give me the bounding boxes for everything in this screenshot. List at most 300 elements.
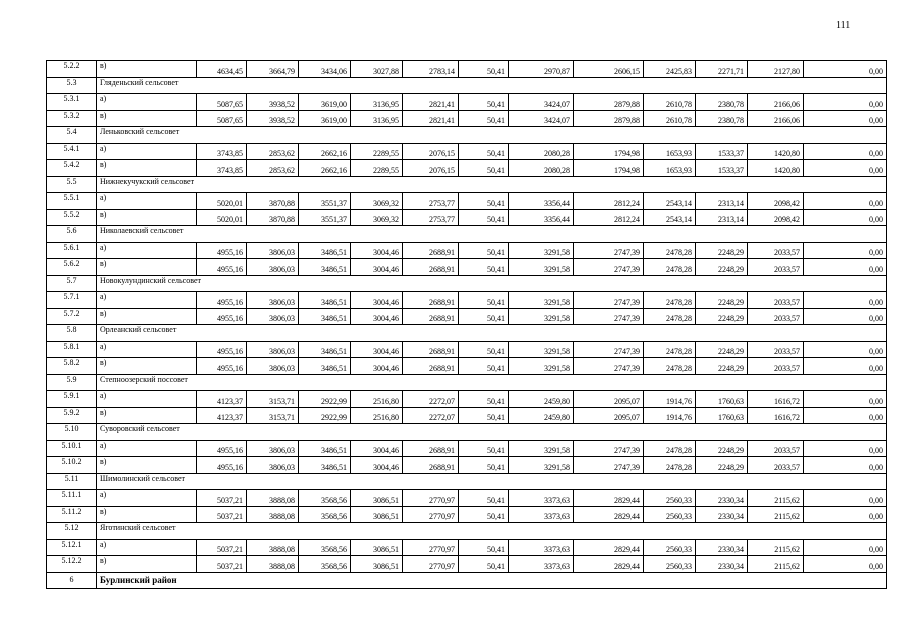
value-cell: 0,00 <box>804 556 887 573</box>
value-cell: 2380,78 <box>696 94 748 111</box>
table-row <box>47 61 887 78</box>
value-cell: 2747,39 <box>574 259 644 276</box>
row-number: 5.4.2 <box>47 160 97 177</box>
value-cell: 3136,95 <box>351 94 403 111</box>
value-cell: 2821,41 <box>403 110 459 127</box>
value-cell: 3743,85 <box>197 143 247 160</box>
value-cell: 5037,21 <box>197 539 247 556</box>
value-cell: 50,41 <box>459 506 509 523</box>
value-cell: 2033,57 <box>748 259 804 276</box>
value-cell: 2747,39 <box>574 457 644 474</box>
value-cell: 2076,15 <box>403 143 459 160</box>
value-cell: 3086,51 <box>351 490 403 507</box>
value-cell: 2747,39 <box>574 358 644 375</box>
value-cell: 3373,63 <box>509 506 574 523</box>
value-cell: 2770,97 <box>403 556 459 573</box>
value-cell: 50,41 <box>459 539 509 556</box>
value-cell: 1533,37 <box>696 160 748 177</box>
row-label: в) <box>97 209 197 226</box>
table-row <box>47 539 887 556</box>
table-row <box>47 143 887 160</box>
value-cell: 3888,08 <box>247 539 299 556</box>
value-cell: 2747,39 <box>574 242 644 259</box>
value-cell: 2688,91 <box>403 457 459 474</box>
value-cell: 1760,63 <box>696 391 748 408</box>
value-cell: 50,41 <box>459 94 509 111</box>
value-cell: 0,00 <box>804 539 887 556</box>
value-cell: 50,41 <box>459 193 509 210</box>
table-row <box>47 292 887 309</box>
value-cell: 0,00 <box>804 193 887 210</box>
value-cell: 50,41 <box>459 292 509 309</box>
section-row <box>47 127 887 144</box>
value-cell: 3568,56 <box>299 490 351 507</box>
value-cell: 3568,56 <box>299 556 351 573</box>
value-cell: 3486,51 <box>299 457 351 474</box>
value-cell: 2289,55 <box>351 143 403 160</box>
value-cell: 2688,91 <box>403 440 459 457</box>
value-cell: 2478,28 <box>644 341 696 358</box>
value-cell: 5037,21 <box>197 556 247 573</box>
section-title: Гляденьский сельсовет <box>97 77 887 94</box>
value-cell: 0,00 <box>804 308 887 325</box>
value-cell: 0,00 <box>804 94 887 111</box>
value-cell: 2662,16 <box>299 143 351 160</box>
value-cell: 2560,33 <box>644 539 696 556</box>
value-cell: 50,41 <box>459 556 509 573</box>
value-cell: 2459,80 <box>509 391 574 408</box>
value-cell: 2747,39 <box>574 341 644 358</box>
section-title: Яготинский сельсовет <box>97 523 887 540</box>
value-cell: 3027,88 <box>351 61 403 78</box>
value-cell: 2610,78 <box>644 110 696 127</box>
value-cell: 2330,34 <box>696 506 748 523</box>
table-body <box>47 61 887 589</box>
section-row <box>47 176 887 193</box>
value-cell: 3434,06 <box>299 61 351 78</box>
row-number: 5.5.2 <box>47 209 97 226</box>
value-cell: 5037,21 <box>197 506 247 523</box>
value-cell: 2166,06 <box>748 110 804 127</box>
value-cell: 2033,57 <box>748 242 804 259</box>
value-cell: 2821,41 <box>403 94 459 111</box>
row-label: в) <box>97 308 197 325</box>
row-number: 5.10.1 <box>47 440 97 457</box>
value-cell: 2248,29 <box>696 308 748 325</box>
value-cell: 2922,99 <box>299 391 351 408</box>
value-cell: 3004,46 <box>351 358 403 375</box>
value-cell: 1533,37 <box>696 143 748 160</box>
row-number: 5.6.2 <box>47 259 97 276</box>
value-cell: 3806,03 <box>247 308 299 325</box>
value-cell: 2853,62 <box>247 143 299 160</box>
value-cell: 2783,14 <box>403 61 459 78</box>
value-cell: 3888,08 <box>247 506 299 523</box>
value-cell: 2115,62 <box>748 539 804 556</box>
table-row <box>47 407 887 424</box>
table-row <box>47 506 887 523</box>
value-cell: 3291,58 <box>509 341 574 358</box>
value-cell: 3291,58 <box>509 440 574 457</box>
value-cell: 3486,51 <box>299 259 351 276</box>
row-number: 5.12.1 <box>47 539 97 556</box>
table-row <box>47 308 887 325</box>
value-cell: 3664,79 <box>247 61 299 78</box>
value-cell: 2560,33 <box>644 490 696 507</box>
section-row <box>47 424 887 441</box>
value-cell: 3870,88 <box>247 193 299 210</box>
row-number: 5.6.1 <box>47 242 97 259</box>
row-number: 5.11 <box>47 473 97 490</box>
value-cell: 50,41 <box>459 308 509 325</box>
value-cell: 2033,57 <box>748 457 804 474</box>
value-cell: 3004,46 <box>351 457 403 474</box>
table-row <box>47 457 887 474</box>
value-cell: 0,00 <box>804 160 887 177</box>
value-cell: 2812,24 <box>574 193 644 210</box>
value-cell: 3373,63 <box>509 490 574 507</box>
value-cell: 2033,57 <box>748 292 804 309</box>
value-cell: 3004,46 <box>351 308 403 325</box>
value-cell: 4634,45 <box>197 61 247 78</box>
value-cell: 2688,91 <box>403 292 459 309</box>
value-cell: 2610,78 <box>644 94 696 111</box>
value-cell: 2922,99 <box>299 407 351 424</box>
value-cell: 1420,80 <box>748 143 804 160</box>
value-cell: 2380,78 <box>696 110 748 127</box>
row-number: 5.8.2 <box>47 358 97 375</box>
value-cell: 50,41 <box>459 391 509 408</box>
value-cell: 2770,97 <box>403 490 459 507</box>
value-cell: 3291,58 <box>509 308 574 325</box>
value-cell: 3486,51 <box>299 292 351 309</box>
section-row <box>47 275 887 292</box>
section-row <box>47 226 887 243</box>
row-label: в) <box>97 160 197 177</box>
value-cell: 3568,56 <box>299 539 351 556</box>
section-title: Леньковский сельсовет <box>97 127 887 144</box>
table-row <box>47 341 887 358</box>
value-cell: 3424,07 <box>509 110 574 127</box>
value-cell: 0,00 <box>804 242 887 259</box>
table-row <box>47 110 887 127</box>
row-number: 5.3.2 <box>47 110 97 127</box>
value-cell: 1914,76 <box>644 407 696 424</box>
value-cell: 2829,44 <box>574 539 644 556</box>
value-cell: 2688,91 <box>403 308 459 325</box>
value-cell: 5087,65 <box>197 110 247 127</box>
value-cell: 2248,29 <box>696 242 748 259</box>
value-cell: 2248,29 <box>696 259 748 276</box>
value-cell: 50,41 <box>459 407 509 424</box>
value-cell: 2753,77 <box>403 209 459 226</box>
value-cell: 2080,28 <box>509 143 574 160</box>
value-cell: 50,41 <box>459 242 509 259</box>
value-cell: 4955,16 <box>197 341 247 358</box>
value-cell: 50,41 <box>459 358 509 375</box>
value-cell: 3069,32 <box>351 193 403 210</box>
value-cell: 2829,44 <box>574 556 644 573</box>
row-number: 5.9.2 <box>47 407 97 424</box>
value-cell: 3069,32 <box>351 209 403 226</box>
row-label: в) <box>97 556 197 573</box>
value-cell: 2829,44 <box>574 490 644 507</box>
value-cell: 2330,34 <box>696 490 748 507</box>
row-label: в) <box>97 407 197 424</box>
value-cell: 50,41 <box>459 160 509 177</box>
value-cell: 0,00 <box>804 61 887 78</box>
value-cell: 1616,72 <box>748 407 804 424</box>
value-cell: 3424,07 <box>509 94 574 111</box>
value-cell: 3004,46 <box>351 440 403 457</box>
value-cell: 2330,34 <box>696 539 748 556</box>
value-cell: 2115,62 <box>748 490 804 507</box>
value-cell: 1653,93 <box>644 143 696 160</box>
section-title: Нижнекучукский сельсовет <box>97 176 887 193</box>
row-number: 5.9.1 <box>47 391 97 408</box>
row-number: 5.11.1 <box>47 490 97 507</box>
value-cell: 3004,46 <box>351 259 403 276</box>
row-number: 5.10.2 <box>47 457 97 474</box>
value-cell: 0,00 <box>804 457 887 474</box>
value-cell: 0,00 <box>804 391 887 408</box>
value-cell: 2606,15 <box>574 61 644 78</box>
value-cell: 2272,07 <box>403 391 459 408</box>
value-cell: 2478,28 <box>644 242 696 259</box>
value-cell: 2516,80 <box>351 391 403 408</box>
section-row <box>47 473 887 490</box>
section-row <box>47 374 887 391</box>
value-cell: 2080,28 <box>509 160 574 177</box>
value-cell: 2330,34 <box>696 556 748 573</box>
value-cell: 2688,91 <box>403 358 459 375</box>
value-cell: 2248,29 <box>696 341 748 358</box>
row-label: в) <box>97 110 197 127</box>
row-number: 5.12.2 <box>47 556 97 573</box>
value-cell: 3486,51 <box>299 242 351 259</box>
row-number: 6 <box>47 572 97 589</box>
value-cell: 2516,80 <box>351 407 403 424</box>
page-number: 111 <box>836 20 851 31</box>
value-cell: 3373,63 <box>509 556 574 573</box>
value-cell: 4123,37 <box>197 407 247 424</box>
value-cell: 50,41 <box>459 209 509 226</box>
section-title: Николаевский сельсовет <box>97 226 887 243</box>
value-cell: 2095,07 <box>574 407 644 424</box>
value-cell: 2248,29 <box>696 358 748 375</box>
row-number: 5.8.1 <box>47 341 97 358</box>
section-title: Новокулундинский сельсовет <box>97 275 887 292</box>
row-number: 5.8 <box>47 325 97 342</box>
row-number: 5.3 <box>47 77 97 94</box>
value-cell: 0,00 <box>804 358 887 375</box>
value-cell: 2478,28 <box>644 292 696 309</box>
section-title: Бурлинский район <box>97 572 887 589</box>
value-cell: 2478,28 <box>644 457 696 474</box>
value-cell: 2478,28 <box>644 358 696 375</box>
value-cell: 1914,76 <box>644 391 696 408</box>
value-cell: 50,41 <box>459 259 509 276</box>
value-cell: 2688,91 <box>403 341 459 358</box>
value-cell: 2095,07 <box>574 391 644 408</box>
value-cell: 0,00 <box>804 506 887 523</box>
value-cell: 3291,58 <box>509 358 574 375</box>
value-cell: 3938,52 <box>247 94 299 111</box>
value-cell: 3806,03 <box>247 341 299 358</box>
value-cell: 2313,14 <box>696 193 748 210</box>
value-cell: 3356,44 <box>509 209 574 226</box>
value-cell: 50,41 <box>459 457 509 474</box>
value-cell: 2478,28 <box>644 308 696 325</box>
row-number: 5.4 <box>47 127 97 144</box>
value-cell: 4955,16 <box>197 440 247 457</box>
value-cell: 0,00 <box>804 209 887 226</box>
section-row <box>47 523 887 540</box>
value-cell: 3136,95 <box>351 110 403 127</box>
value-cell: 1794,98 <box>574 160 644 177</box>
row-label: в) <box>97 506 197 523</box>
row-number: 5.5 <box>47 176 97 193</box>
value-cell: 2033,57 <box>748 341 804 358</box>
row-label: а) <box>97 143 197 160</box>
value-cell: 3086,51 <box>351 539 403 556</box>
region-row <box>47 572 887 589</box>
value-cell: 2425,83 <box>644 61 696 78</box>
value-cell: 2478,28 <box>644 440 696 457</box>
section-row <box>47 77 887 94</box>
value-cell: 3291,58 <box>509 457 574 474</box>
row-label: а) <box>97 292 197 309</box>
value-cell: 3356,44 <box>509 193 574 210</box>
value-cell: 3004,46 <box>351 242 403 259</box>
value-cell: 3938,52 <box>247 110 299 127</box>
row-number: 5.12 <box>47 523 97 540</box>
value-cell: 3870,88 <box>247 209 299 226</box>
value-cell: 4955,16 <box>197 292 247 309</box>
table-row <box>47 242 887 259</box>
value-cell: 3619,00 <box>299 110 351 127</box>
value-cell: 50,41 <box>459 341 509 358</box>
value-cell: 2747,39 <box>574 308 644 325</box>
value-cell: 4123,37 <box>197 391 247 408</box>
value-cell: 2033,57 <box>748 358 804 375</box>
section-title: Степноозерский поссовет <box>97 374 887 391</box>
value-cell: 3153,71 <box>247 391 299 408</box>
value-cell: 2076,15 <box>403 160 459 177</box>
table-row <box>47 259 887 276</box>
value-cell: 3291,58 <box>509 259 574 276</box>
row-number: 5.7.2 <box>47 308 97 325</box>
value-cell: 2127,80 <box>748 61 804 78</box>
value-cell: 3806,03 <box>247 259 299 276</box>
table-row <box>47 358 887 375</box>
row-label: в) <box>97 457 197 474</box>
row-number: 5.11.2 <box>47 506 97 523</box>
tariff-table <box>46 60 887 589</box>
row-number: 5.7.1 <box>47 292 97 309</box>
value-cell: 50,41 <box>459 110 509 127</box>
value-cell: 2271,71 <box>696 61 748 78</box>
row-label: а) <box>97 341 197 358</box>
value-cell: 3004,46 <box>351 341 403 358</box>
value-cell: 1420,80 <box>748 160 804 177</box>
value-cell: 3888,08 <box>247 490 299 507</box>
value-cell: 2248,29 <box>696 440 748 457</box>
value-cell: 2747,39 <box>574 292 644 309</box>
value-cell: 3619,00 <box>299 94 351 111</box>
row-number: 5.4.1 <box>47 143 97 160</box>
value-cell: 1616,72 <box>748 391 804 408</box>
row-label: а) <box>97 440 197 457</box>
value-cell: 3806,03 <box>247 358 299 375</box>
value-cell: 3806,03 <box>247 457 299 474</box>
row-label: а) <box>97 539 197 556</box>
value-cell: 5020,01 <box>197 209 247 226</box>
row-label: в) <box>97 61 197 78</box>
row-label: в) <box>97 259 197 276</box>
value-cell: 2770,97 <box>403 506 459 523</box>
value-cell: 2753,77 <box>403 193 459 210</box>
value-cell: 2033,57 <box>748 440 804 457</box>
value-cell: 3806,03 <box>247 242 299 259</box>
table-row <box>47 160 887 177</box>
value-cell: 4955,16 <box>197 308 247 325</box>
value-cell: 3551,37 <box>299 209 351 226</box>
value-cell: 2662,16 <box>299 160 351 177</box>
value-cell: 2272,07 <box>403 407 459 424</box>
table-row <box>47 391 887 408</box>
value-cell: 50,41 <box>459 440 509 457</box>
section-title: Суворовский сельсовет <box>97 424 887 441</box>
table-row <box>47 193 887 210</box>
value-cell: 3486,51 <box>299 440 351 457</box>
value-cell: 2688,91 <box>403 259 459 276</box>
value-cell: 3486,51 <box>299 358 351 375</box>
value-cell: 5020,01 <box>197 193 247 210</box>
value-cell: 3086,51 <box>351 506 403 523</box>
row-number: 5.9 <box>47 374 97 391</box>
value-cell: 5037,21 <box>197 490 247 507</box>
value-cell: 2033,57 <box>748 308 804 325</box>
value-cell: 2770,97 <box>403 539 459 556</box>
value-cell: 2560,33 <box>644 556 696 573</box>
section-row <box>47 325 887 342</box>
value-cell: 50,41 <box>459 490 509 507</box>
table-row <box>47 94 887 111</box>
value-cell: 2879,88 <box>574 94 644 111</box>
row-number: 5.3.1 <box>47 94 97 111</box>
value-cell: 0,00 <box>804 292 887 309</box>
value-cell: 2747,39 <box>574 440 644 457</box>
value-cell: 2812,24 <box>574 209 644 226</box>
value-cell: 2313,14 <box>696 209 748 226</box>
value-cell: 1794,98 <box>574 143 644 160</box>
value-cell: 2853,62 <box>247 160 299 177</box>
value-cell: 4955,16 <box>197 259 247 276</box>
value-cell: 2248,29 <box>696 292 748 309</box>
value-cell: 0,00 <box>804 143 887 160</box>
row-label: в) <box>97 358 197 375</box>
value-cell: 3888,08 <box>247 556 299 573</box>
value-cell: 50,41 <box>459 61 509 78</box>
row-number: 5.5.1 <box>47 193 97 210</box>
value-cell: 5087,65 <box>197 94 247 111</box>
row-label: а) <box>97 94 197 111</box>
section-title: Шимолинский сельсовет <box>97 473 887 490</box>
value-cell: 2115,62 <box>748 556 804 573</box>
value-cell: 3743,85 <box>197 160 247 177</box>
value-cell: 50,41 <box>459 143 509 160</box>
